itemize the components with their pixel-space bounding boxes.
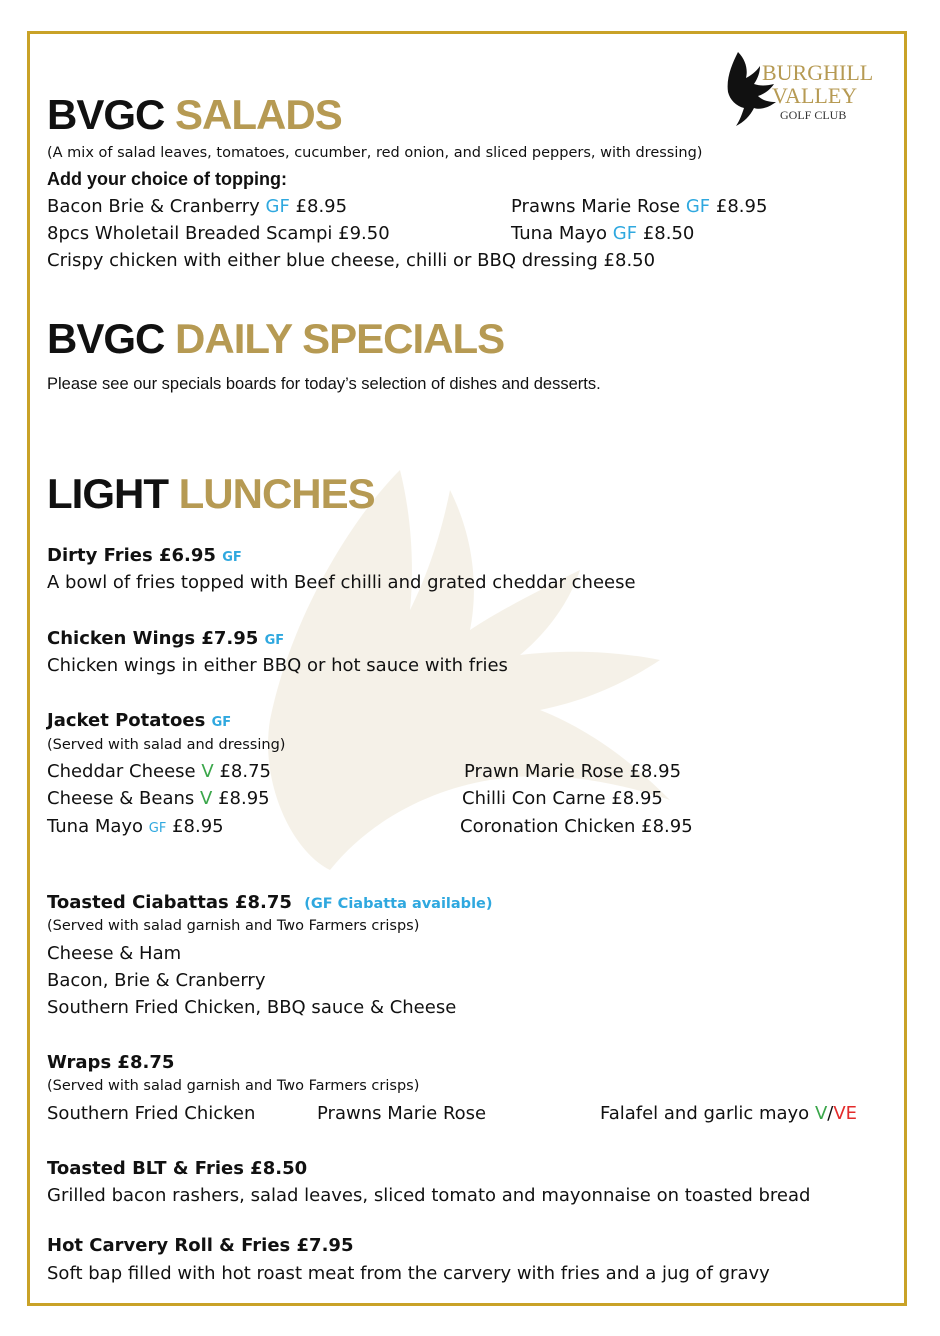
- salads-topping-label: Add your choice of topping:: [47, 169, 287, 189]
- salad-item: Crispy chicken with either blue cheese, chilli or BBQ dressing £8.50: [47, 250, 656, 271]
- wraps-note: (Served with salad garnish and Two Farmers crisps): [47, 1078, 420, 1094]
- ciabatta-item: Cheese & Ham: [47, 943, 182, 964]
- specials-heading-gold: DAILY SPECIALS: [175, 315, 505, 362]
- specials-description: Please see our specials boards for today’s selection of dishes and desserts.: [47, 375, 601, 393]
- specials-heading-dark: BVGC: [47, 315, 165, 362]
- v-tag: V: [200, 788, 213, 809]
- salads-heading: [47, 91, 342, 138]
- ciabatta-item: Southern Fried Chicken, BBQ sauce & Cheese: [47, 997, 457, 1018]
- jacket-potatoes-title: Jacket Potatoes GF: [47, 710, 232, 731]
- logo-valley: VALLEY: [772, 83, 858, 108]
- light-lunches-heading: [47, 470, 375, 517]
- carvery-description: Soft bap filled with hot roast meat from the carvery with fries and a jug of gravy: [47, 1263, 770, 1284]
- wrap-item: Falafel and garlic mayo V/VE: [600, 1103, 858, 1124]
- jacket-potato-item: Cheese & Beans V £8.95: [47, 788, 270, 809]
- salads-heading-dark: BVGC: [47, 91, 165, 138]
- jacket-potato-item: Tuna Mayo GF £8.95: [47, 816, 224, 837]
- light-lunches-heading-gold: LUNCHES: [178, 470, 375, 517]
- wrap-item: Southern Fried Chicken: [47, 1103, 256, 1124]
- specials-heading: [47, 315, 505, 362]
- club-logo: [722, 50, 882, 130]
- ciabattas-title: Toasted Ciabattas £8.75 (GF Ciabatta available): [47, 892, 493, 913]
- salad-item: Prawns Marie Rose GF £8.95: [511, 196, 768, 217]
- salad-item: 8pcs Wholetail Breaded Scampi £9.50: [47, 223, 390, 244]
- salad-item: Tuna Mayo GF £8.50: [511, 223, 695, 244]
- carvery-title: Hot Carvery Roll & Fries £7.95: [47, 1235, 354, 1256]
- v-tag: V: [201, 761, 214, 782]
- jacket-potato-item: Prawn Marie Rose £8.95: [464, 761, 682, 782]
- gf-tag: GF: [265, 196, 290, 217]
- dirty-fries-description: A bowl of fries topped with Beef chilli and grated cheddar cheese: [47, 572, 636, 593]
- chicken-wings-title: Chicken Wings £7.95 GF: [47, 628, 285, 649]
- chicken-wings-description: Chicken wings in either BBQ or hot sauce with fries: [47, 655, 508, 676]
- gf-tag: GF: [264, 633, 285, 648]
- gf-tag: GF: [612, 223, 638, 244]
- v-tag: V: [814, 1103, 828, 1124]
- gf-tag: GF: [211, 715, 232, 730]
- ciabattas-note: (Served with salad garnish and Two Farmers crisps): [47, 918, 420, 934]
- wraps-title: Wraps £8.75: [47, 1052, 175, 1073]
- wrap-item: Prawns Marie Rose: [317, 1103, 487, 1124]
- blt-title: Toasted BLT & Fries £8.50: [47, 1158, 308, 1179]
- jacket-potato-item: Coronation Chicken £8.95: [460, 816, 693, 837]
- salads-heading-gold: SALADS: [175, 91, 342, 138]
- gf-tag: GF: [148, 821, 167, 836]
- jacket-potatoes-note: (Served with salad and dressing): [47, 737, 286, 753]
- jacket-potato-item: Chilli Con Carne £8.95: [462, 788, 663, 809]
- jacket-potato-item: Cheddar Cheese V £8.75: [47, 761, 271, 782]
- blt-description: Grilled bacon rashers, salad leaves, sliced tomato and mayonnaise on toasted bread: [47, 1185, 811, 1206]
- gf-tag: GF: [222, 550, 242, 565]
- gf-tag: GF: [685, 196, 711, 217]
- dirty-fries-title: Dirty Fries £6.95 GF: [47, 545, 242, 566]
- ve-tag: VE: [833, 1103, 858, 1124]
- salad-item: Bacon Brie & Cranberry GF £8.95: [47, 196, 348, 217]
- light-lunches-heading-dark: LIGHT: [47, 470, 168, 517]
- logo-golf-club: GOLF CLUB: [780, 108, 847, 122]
- ciabatta-item: Bacon, Brie & Cranberry: [47, 970, 266, 991]
- logo-burghill: BURGHILL: [762, 60, 874, 85]
- gf-ciabatta-note: (GF Ciabatta available): [304, 896, 493, 912]
- salads-description: (A mix of salad leaves, tomatoes, cucumber, red onion, and sliced peppers, with dressing): [47, 145, 703, 161]
